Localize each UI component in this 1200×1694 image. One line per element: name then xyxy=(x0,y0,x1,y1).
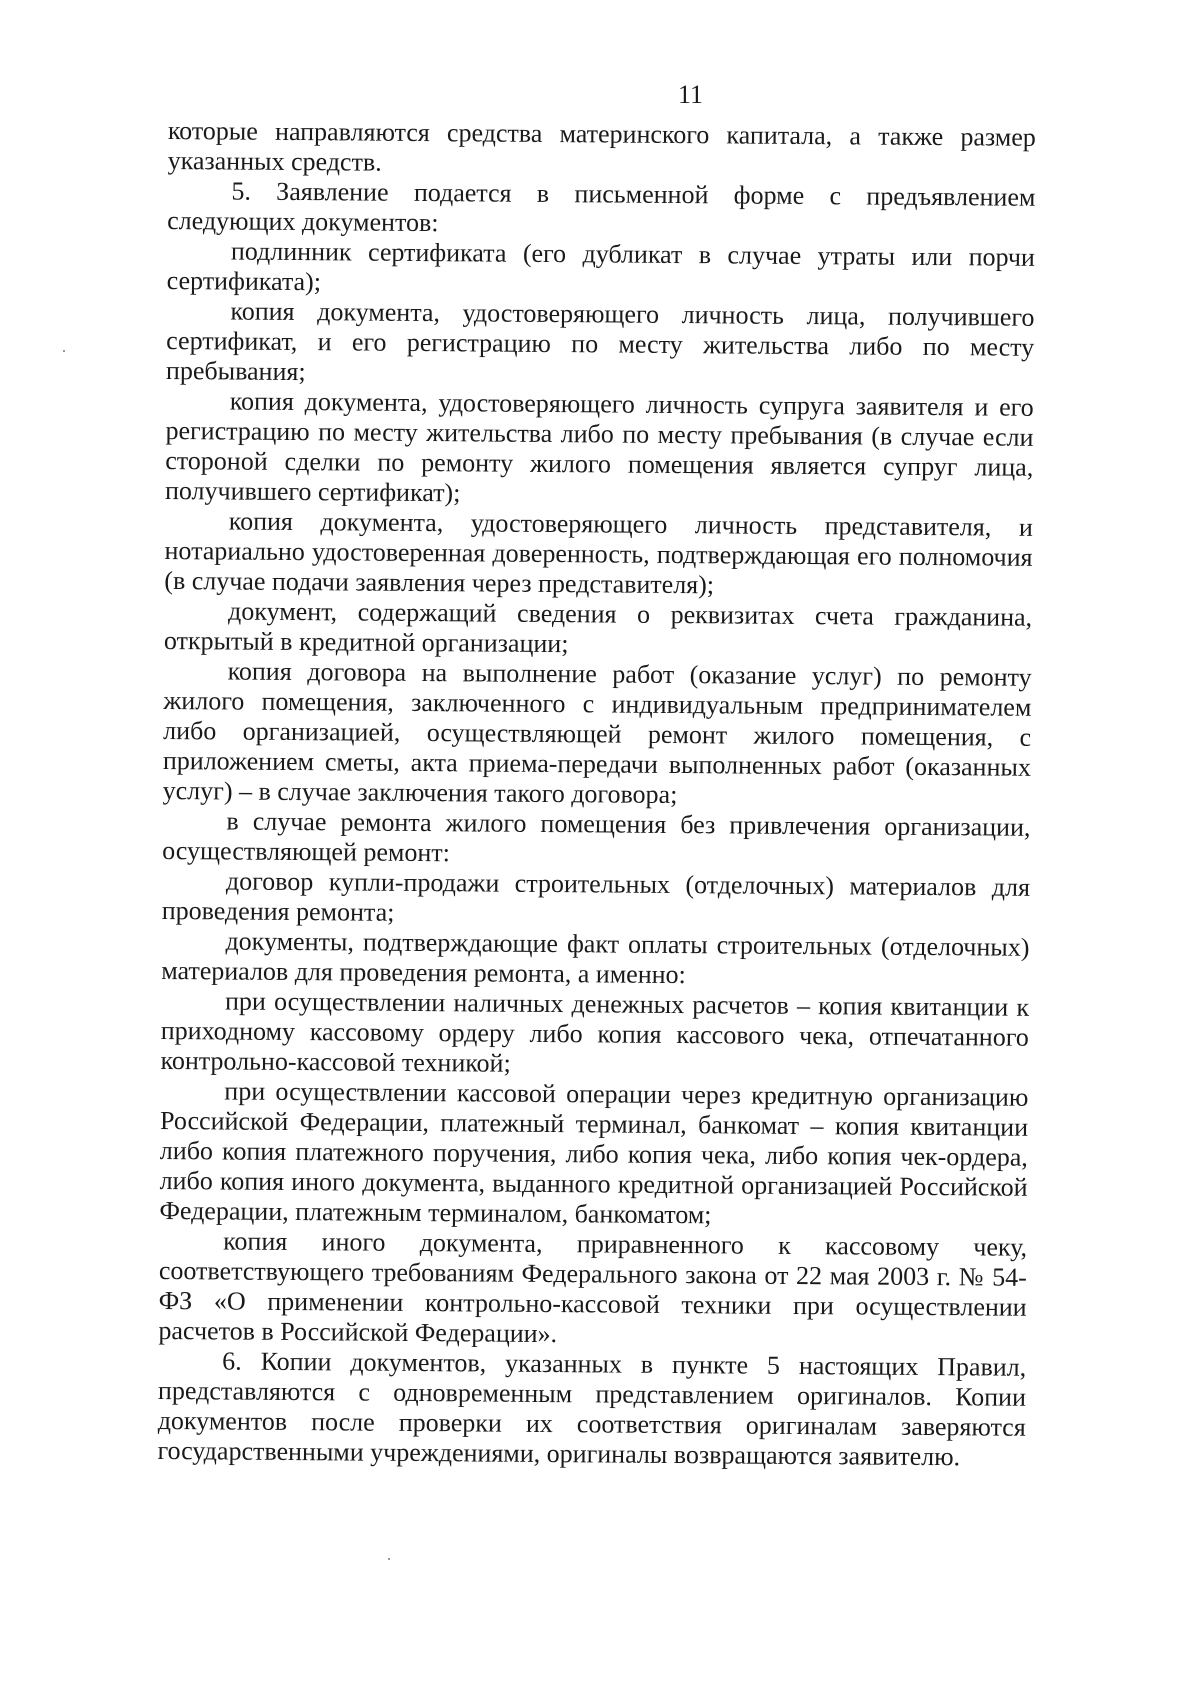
paragraph-item-5: 5. Заявление подается в письменной форме с предъявлением следующих документов: xyxy=(167,176,1036,238)
paragraph-bank-operations: при осуществлении кассовой операции через кредитную организацию Российской Федерации, платежный терминал, банкомат – копия квитанции либо копия платежного поручения, либо копия чека, либо копия чек-ордера, либо копия иного документа, выданного кредитной организацией Российской Федерации, платежным терминалом, банкоматом; xyxy=(159,1076,1029,1230)
paragraph-repair-contract-copy: копия договора на выполнение работ (оказание услуг) по ремонту жилого помещения, заключенного с индивидуальным предпринимателем либо организацией, осуществляющей ремонт жилого помещения, с приложением сметы, акта приема-передачи выполненных работ (оказанных услуг) – в случае заключения такого договора; xyxy=(162,656,1032,810)
paragraph-cash-payments: при осуществлении наличных денежных расчетов – копия квитанции к приходному кассовому ордеру либо копия кассового чека, отпечатанного контрольно-кассовой техникой; xyxy=(160,986,1030,1078)
paragraph-bank-account-document: документ, содержащий сведения о реквизитах счета гражданина, открытый в кредитной организации; xyxy=(163,596,1033,659)
scan-speck xyxy=(63,350,65,352)
paragraph-certificate-original: подлинник сертификата (его дубликат в случае утраты или порчи сертификата); xyxy=(166,236,1036,297)
paragraph-item-6: 6. Копии документов, указанных в пункте 5 настоящих Правил, представляются с одновременным представлением оригиналов. Копии документов после проверки их соответствия оригиналам заверяются государственными учреждениями, оригиналы возвращаются заявителю. xyxy=(157,1346,1027,1472)
document-body xyxy=(157,116,1036,1473)
paragraph-spouse-id-copy: копия документа, удостоверяющего личность супруга заявителя и его регистрацию по месту жительства либо по месту пребывания (в случае если стороной сделки по ремонту жилого помещения является супруг лица, получившего сертификат); xyxy=(164,386,1034,508)
paragraph-repair-without-organization: в случае ремонта жилого помещения без привлечения организации, осуществляющей ремонт: xyxy=(162,806,1031,868)
paragraph-representative-id-copy: копия документа, удостоверяющего личность представителя, и нотариально удостоверенная доверенность, подтверждающая его полномочия (в случае подачи заявления через представителя); xyxy=(164,506,1033,600)
paragraph-other-document: копия иного документа, приравненного к кассовому чеку, соответствующего требованиям Федерального закона от 22 мая 2003 г. № 54-ФЗ «О применении контрольно-кассовой техники при осуществлении расчетов в Российской Федерации». xyxy=(158,1226,1028,1349)
scan-speck xyxy=(388,1558,390,1560)
paragraph-payment-documents: документы, подтверждающие факт оплаты строительных (отделочных) материалов для проведения ремонта, а именно: xyxy=(161,926,1030,990)
paragraph-materials-purchase-contract: договор купли-продажи строительных (отделочных) материалов для проведения ремонта; xyxy=(161,866,1031,927)
paragraph-continuation: которые направляются средства материнского капитала, а также размер указанных средств. xyxy=(167,116,1036,177)
paragraph-holder-id-copy: копия документа, удостоверяющего личность лица, получившего сертификат, и его регистрацию по месту жительства либо по месту пребывания; xyxy=(165,296,1035,387)
page-number-text: 11 xyxy=(678,80,704,109)
